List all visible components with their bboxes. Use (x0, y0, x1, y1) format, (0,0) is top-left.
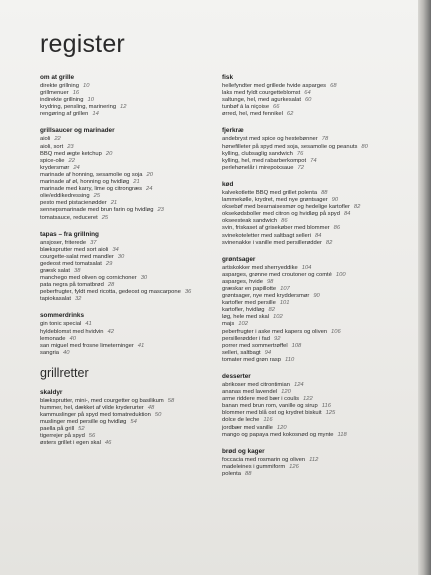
index-entry (40, 240, 210, 247)
index-entry (222, 336, 414, 343)
page-number: 24 (73, 164, 80, 171)
entry-text: tunbøf á la niçoise (222, 104, 270, 111)
page-number: 82 (325, 239, 333, 246)
entry-text: porrer med sommertrøffel (222, 342, 288, 349)
index-entry (40, 207, 210, 214)
page-number: 116 (321, 403, 331, 410)
page-title: register (40, 30, 125, 58)
entry-text: manchego med oliven og cornichoner (40, 275, 137, 282)
index-entry (40, 268, 210, 275)
index-entry (222, 464, 414, 471)
index-entry (40, 289, 210, 296)
entry-text: sangria (40, 349, 60, 356)
page-number: 52 (78, 426, 85, 433)
page-number: 40 (69, 335, 76, 342)
entry-text: artiskokker med sherryeddike (222, 264, 298, 271)
entry-text: østers grillet i egen skal (40, 440, 101, 447)
index-entry (222, 265, 414, 272)
index-entry (222, 104, 414, 111)
index-entry (40, 282, 210, 289)
index-entry (40, 433, 210, 440)
index-entry (222, 90, 414, 97)
index-entry (40, 215, 210, 222)
index-entry (40, 179, 210, 186)
index-entry (40, 321, 210, 328)
entry-text: ørred, hel, med fennikel (222, 111, 283, 118)
page-number: 36 (184, 289, 192, 296)
page-number: 64 (304, 90, 311, 97)
entry-text: asparges, grønne med croutoner og comté (222, 271, 332, 278)
entry-text: ansjoser, friterede (40, 239, 87, 246)
index-group (222, 127, 414, 171)
entry-text: foccacia med rosmarin og oliven (222, 456, 306, 463)
index-entry (222, 350, 414, 357)
index-entry (40, 412, 210, 419)
entry-text: lemonade (40, 335, 66, 342)
page-number: 88 (321, 189, 328, 196)
entry-text: abrikoser med citrontimian (222, 382, 290, 388)
page-number: 29 (105, 260, 113, 267)
page-number: 74 (310, 157, 317, 164)
page-number: 30 (140, 275, 148, 282)
entry-text: san miguel med frosne limeterninger (40, 342, 134, 349)
page-number: 60 (304, 97, 312, 104)
entry-text: krydring, pensling, marinering (40, 104, 117, 111)
index-entry (40, 172, 210, 179)
page-number: 10 (87, 97, 94, 104)
entry-text: blæksprutter, mini-, med courgetter og basilikum (40, 397, 164, 404)
entry-text: kartofler, hvidløg (222, 307, 265, 314)
entry-text: asparges, hvide (222, 278, 263, 285)
page-number: 12 (120, 104, 127, 111)
index-entry (222, 136, 414, 143)
page-number: 126 (289, 463, 299, 470)
page-number: 120 (276, 424, 287, 431)
page-number: 100 (335, 271, 346, 278)
entry-text: tigerrejer på spyd (40, 433, 85, 440)
index-entry (40, 440, 210, 447)
page-number: 41 (137, 342, 145, 349)
page-number: 124 (293, 382, 304, 388)
entry-text: græsk salat (40, 267, 70, 274)
page-number: 76 (296, 150, 304, 157)
index-entry (222, 197, 414, 204)
page-number: 40 (63, 349, 70, 356)
entry-text: gin tonic special (40, 321, 82, 328)
entry-text: kalvekotlette BBQ med grillet polenta (222, 189, 318, 196)
index-entry (40, 186, 210, 193)
page-number: 23 (67, 143, 74, 150)
entry-text: olie/eddikedressing (40, 193, 90, 200)
entry-text: blæksprutter med sort aioli (40, 246, 109, 253)
index-entry (40, 200, 210, 207)
entry-text: muslinger med persille og hvidløg (40, 419, 127, 426)
page-number: 21 (133, 179, 140, 186)
page-number: 98 (266, 278, 274, 285)
index-entry (222, 190, 414, 197)
group-title: desserter (222, 373, 251, 380)
page-number: 30 (117, 253, 125, 260)
entry-text: courgette-salat med mandler (40, 253, 114, 260)
entry-text: peberfrugter i aske med kapers og oliven (222, 328, 328, 335)
entry-text: hummer, hel, dækket af vilde kryderurter (40, 405, 144, 411)
index-group (222, 74, 414, 118)
index-entry (40, 144, 210, 151)
entry-text: mango og papaya med kokosnød og mynte (222, 431, 334, 438)
index-group (40, 74, 210, 118)
entry-text: indirekte grillning (40, 97, 84, 104)
index-entry (222, 343, 414, 350)
page-number: 20 (146, 171, 153, 178)
index-entry (222, 286, 414, 293)
entry-text: sennepsmarinade med brun farin og hvidløg (40, 207, 154, 214)
entry-text: selleri, saltbagt (222, 349, 261, 356)
index-entry (222, 279, 414, 286)
page-number: 116 (263, 417, 273, 424)
page-number: 107 (280, 285, 290, 292)
page-number: 14 (92, 111, 99, 118)
page-number: 58 (167, 397, 175, 404)
index-group (222, 373, 414, 439)
index-entry (222, 144, 414, 151)
entry-text: dolce de leche (222, 417, 260, 424)
index-entry (40, 343, 210, 350)
index-entry (40, 193, 210, 200)
section-title-grillretter: grillretter (40, 365, 89, 380)
index-entry (222, 158, 414, 165)
index-entry (222, 425, 414, 432)
page-number: 82 (268, 307, 275, 314)
entry-text: kartofler med persille (222, 300, 276, 307)
page-number: 102 (238, 321, 248, 328)
index-entry (40, 398, 210, 405)
page-number: 54 (130, 419, 137, 426)
index-entry (40, 111, 210, 118)
index-group (40, 312, 210, 356)
index-entry (222, 471, 414, 478)
page-number: 22 (68, 157, 75, 164)
group-title: grillsaucer og marinader (40, 127, 115, 135)
left-column (40, 74, 210, 457)
index-group (40, 127, 210, 221)
entry-text: saltunge, hel, med agurkesalat (222, 97, 301, 104)
index-entry (222, 457, 414, 464)
index-entry (40, 97, 210, 104)
entry-text: svinenakke i vanille med persillerødder (222, 239, 322, 246)
index-entry (222, 300, 414, 307)
index-entry (222, 382, 414, 389)
index-entry (222, 111, 414, 118)
entry-text: krydersmør (40, 164, 70, 171)
index-entry (222, 410, 414, 417)
entry-text: hellefyndter med grillede hvide asparges (222, 83, 327, 89)
index-entry (222, 240, 414, 247)
entry-text: gedeost med tomatsalat (40, 260, 102, 267)
index-entry (40, 350, 210, 357)
entry-text: tomatsauce, reduceret (40, 214, 98, 221)
entry-text: paella på grill (40, 426, 75, 433)
index-entry (222, 97, 414, 104)
entry-text: banan med brun rom, vanille og sirup (222, 403, 318, 410)
entry-text: aioli, sort (40, 143, 64, 150)
page-number: 102 (273, 314, 283, 321)
group-title: kød (222, 180, 234, 188)
entry-text: blommer med blå ost og krydret biskuit (222, 410, 322, 417)
index-entry (222, 321, 414, 328)
entry-text: BBQ med ægte ketchup (40, 150, 102, 157)
entry-text: okseesteak sandwich (222, 218, 278, 225)
page-number: 56 (88, 433, 96, 440)
index-group (222, 181, 414, 247)
page-number: 34 (112, 246, 119, 253)
group-title: skaldyr (40, 388, 63, 396)
entry-text: tapiokasalat (40, 296, 71, 303)
index-entry (222, 272, 414, 279)
index-entry (222, 218, 414, 225)
page-edge (418, 0, 431, 575)
entry-text: svinekoteletter med saltbagt selleri (222, 232, 311, 239)
group-title: tapas – fra grillning (40, 230, 99, 238)
index-entry (222, 314, 414, 321)
group-title: sommerdrinks (40, 312, 85, 320)
group-title: brød og kager (222, 447, 265, 455)
page-number: 42 (107, 328, 114, 335)
page-number: 16 (72, 90, 80, 97)
page-number: 28 (107, 282, 115, 289)
index-entry (40, 158, 210, 165)
entry-text: arme riddere med bær i coulis (222, 396, 299, 403)
page-number: 21 (110, 200, 118, 207)
index-entry (40, 90, 210, 97)
index-entry (40, 104, 210, 111)
entry-text: hyldeblomst med hvidvin (40, 328, 104, 335)
entry-text: grillmenuer (40, 90, 69, 97)
page-number: 108 (291, 342, 302, 349)
page-number: 101 (279, 300, 290, 307)
left2-groups (40, 389, 210, 448)
entry-text: hønefilleter på spyd med soja, sesamolie og peanuts (222, 143, 358, 150)
page-number: 22 (54, 136, 61, 143)
page-number: 20 (105, 150, 113, 157)
entry-text: persillerødder i fad (222, 335, 271, 342)
index-entry (222, 396, 414, 403)
index-entry (222, 357, 414, 364)
page-number: 23 (157, 207, 164, 214)
page-number: 92 (274, 335, 281, 342)
index-group (40, 389, 210, 448)
index-entry (40, 336, 210, 343)
page-number: 68 (330, 83, 337, 89)
index-entry (222, 233, 414, 240)
index-entry (222, 417, 414, 424)
index-group (40, 231, 210, 304)
entry-text: madeleines i gummiform (222, 463, 286, 470)
page-number: 110 (284, 356, 295, 363)
page-number: 80 (361, 143, 368, 150)
page-number: 10 (83, 83, 90, 89)
entry-text: græskar en papillotte (222, 285, 277, 292)
entry-text: aioli (40, 136, 51, 143)
page-number: 86 (281, 218, 288, 225)
entry-text: direkte grillning (40, 83, 79, 89)
index-entry (40, 165, 210, 172)
entry-text: rengøring af grillen (40, 111, 89, 118)
index-entry (222, 389, 414, 396)
index-group (222, 448, 414, 478)
entry-text: kylling, clubsaglig sandwich (222, 150, 293, 157)
entry-text: oksebøf med bearnaisesmør og hedelige kartofler (222, 204, 350, 211)
index-entry (40, 261, 210, 268)
page-number: 24 (146, 186, 153, 193)
page-number: 38 (73, 267, 81, 274)
page-number: 125 (325, 410, 336, 417)
page-number: 78 (321, 136, 329, 143)
page-number: 86 (333, 225, 341, 232)
page-number: 48 (147, 405, 155, 411)
index-entry (40, 136, 210, 143)
index-entry (222, 165, 414, 172)
page-number: 41 (85, 321, 92, 328)
index-entry (40, 247, 210, 254)
index-entry (222, 307, 414, 314)
entry-text: tomater med grøn rasp (222, 356, 281, 363)
page-number: 118 (337, 431, 347, 438)
page-number: 88 (245, 470, 252, 477)
page-number: 25 (93, 193, 101, 200)
index-entry (222, 211, 414, 218)
page-number: 90 (313, 293, 320, 300)
page-number: 122 (303, 396, 313, 403)
page-number: 120 (281, 389, 291, 396)
entry-text: marinade af honning, sesamolie og soja (40, 171, 143, 178)
index-entry (222, 225, 414, 232)
index-entry (40, 296, 210, 303)
page-number: 84 (314, 232, 322, 239)
entry-text: andebryst med spice og hestebønner (222, 136, 318, 143)
page-number: 104 (301, 264, 312, 271)
entry-text: løg, hele med skal (222, 314, 270, 321)
page-number: 32 (74, 296, 82, 303)
right-groups (222, 74, 414, 478)
index-entry (40, 254, 210, 261)
entry-text: oksekødsboller med citron og hvidløg på spyd (222, 211, 340, 218)
entry-text: peberfrugter, fyldt med ricotta, gedeost og mascarpone (40, 289, 181, 296)
group-title: grøntsager (222, 255, 256, 263)
entry-text: kylling, hel, med rabarberkompot (222, 157, 307, 164)
entry-text: perlehønelår i mirepoixsaue (222, 164, 294, 171)
index-group (222, 256, 414, 364)
entry-text: marinade med karry, lime og citrongræs (40, 186, 143, 193)
index-entry (222, 151, 414, 158)
group-title: fjerkræ (222, 127, 244, 135)
entry-text: majs (222, 321, 235, 328)
left-groups (40, 74, 210, 357)
entry-text: grøntsager, nye med kryddersmør (222, 293, 310, 300)
page-number: 66 (273, 104, 280, 111)
entry-text: pesto med pistacienødder (40, 200, 107, 207)
page-number: 84 (343, 211, 351, 218)
entry-text: ananas med lavendel (222, 389, 278, 396)
page-number: 25 (101, 214, 109, 221)
page-number: 50 (154, 412, 162, 419)
entry-text: jordbær med vanille (222, 424, 273, 431)
index-entry (40, 151, 210, 158)
entry-text: lammekølle, krydret, med nye grøntsager (222, 197, 328, 204)
page-number: 46 (104, 440, 112, 447)
index-entry (222, 329, 414, 336)
page-number: 82 (353, 204, 361, 211)
page-number: 106 (331, 328, 341, 335)
page-number: 37 (90, 239, 97, 246)
entry-text: kammuslinger på spyd med tomatreduktion (40, 412, 151, 419)
entry-text: svin, friskaset af grisekøber med blommer (222, 225, 330, 232)
entry-text: spice-olie (40, 157, 65, 164)
page-number: 72 (297, 164, 304, 171)
index-entry (222, 293, 414, 300)
entry-text: laks med fyldt courgetteblomst (222, 90, 301, 97)
index-entry (40, 83, 210, 90)
index-entry (222, 432, 414, 439)
group-title: fisk (222, 74, 234, 81)
page-number: 62 (286, 111, 294, 118)
right-column (222, 74, 414, 487)
entry-text: polenta (222, 470, 242, 477)
entry-text: marinade af øl, honning og hvidløg (40, 179, 130, 186)
entry-text: pata negra på tomatbrød (40, 282, 104, 289)
page-number: 90 (331, 197, 339, 204)
page-number: 112 (309, 456, 319, 463)
page-number: 94 (264, 349, 272, 356)
group-title: om at grille (40, 74, 75, 81)
index-entry (40, 329, 210, 336)
index-entry (222, 83, 414, 90)
